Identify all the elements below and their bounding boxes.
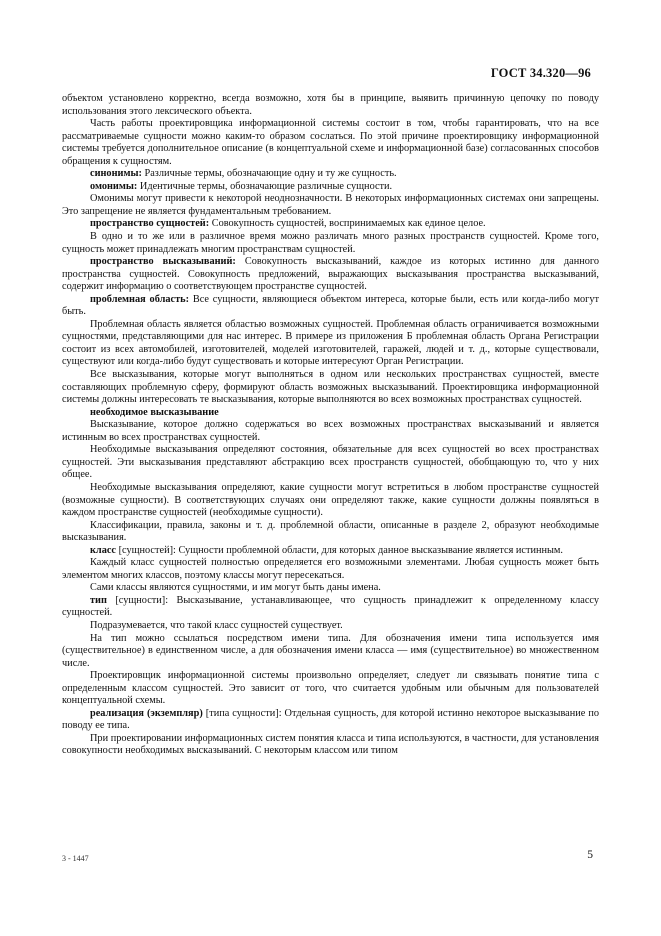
text-paragraph (62, 319, 599, 369)
paragraph-text: Часть работы проектировщика информационной системы состоит в том, чтобы гарантировать, что на все рассматриваемые сущности можно каким-то образом сослаться. По этой причине проектировщику информационной системы требуется дополнительное описание (в концептуальной схеме и информационной базе) согласованных способов обращения к сущностям. (62, 118, 599, 167)
definition-paragraph (62, 168, 599, 181)
definition-paragraph (62, 218, 599, 231)
definition-paragraph (62, 708, 599, 733)
text-paragraph (62, 520, 599, 545)
paragraph-text: [сущностей]: Сущности проблемной области, для которых данное высказывание является истинным. (116, 544, 564, 556)
paragraph-text: Каждый класс сущностей полностью определяется его возможными элементами. Любая сущность может быть элементом многих классов, поэтому классы могут пересекаться. (62, 557, 599, 581)
definition-paragraph (62, 595, 599, 620)
paragraph-text: На тип можно ссылаться посредством имени типа. Для обозначения имени типа используется имя (существительное) в единственном числе, а для обозначения имени класса — имя (существительное) во множественном числе. (62, 632, 599, 669)
text-paragraph (62, 557, 599, 582)
term: синонимы: (90, 168, 142, 180)
paragraph-text: Классификации, правила, законы и т. д. проблемной области, описанные в разделе 2, образуют необходимые высказывания. (62, 519, 599, 544)
term: тип (90, 594, 107, 606)
term: проблемная область: (90, 293, 190, 305)
paragraph-text: Проблемная область является областью возможных сущностей. Проблемная область ограничивается возможными сущностями, представляющими для нас интерес. В примере из приложения Б проблемная область Органа Регистрации состоит из всех автомобилей, изготовителей, моделей изготовителей, гаражей, людей и т. д., которые существовали, существуют или когда-либо будут существовать и которые интересуют Орган Регистрации. (62, 318, 599, 368)
paragraph-text: Подразумевается, что такой класс сущностей существует. (90, 619, 343, 631)
text-paragraph (62, 369, 599, 407)
text-paragraph (62, 582, 599, 595)
paragraph-text: В одно и то же или в различное время можно различать много разных пространств сущностей. Кроме того, сущность может принадлежать многим пространствам сущностей. (62, 231, 599, 255)
term: реализация (экземпляр) (90, 707, 203, 719)
term: омонимы: (90, 180, 138, 192)
paragraph-text: Высказывание, которое должно содержаться во всех возможных пространствах высказываний и является истинным во всех пространствах сущностей. (62, 419, 599, 443)
paragraph-text: Различные термы, обозначающие одну и ту же сущность. (141, 168, 397, 180)
paragraph-text: Необходимые высказывания определяют, какие сущности могут встретиться в любом пространстве сущностей (возможные сущности). В соответствующих случаях они определяют также, какие сущности должны появляться в каждом пространстве сущностей (необходимые сущности). (62, 481, 599, 519)
paragraph-text: [типа сущности]: Отдельная сущность, для которой истинно некоторое высказывание по поводу ее типа. (62, 707, 599, 732)
text-paragraph (62, 670, 599, 708)
definition-paragraph (62, 545, 599, 558)
definition-paragraph (62, 181, 599, 194)
definition-paragraph (62, 407, 599, 420)
text-paragraph (62, 733, 599, 758)
paragraph-text: [сущности]: Высказывание, устанавливающее, что сущность принадлежит к определенному классу сущностей. (62, 594, 599, 619)
text-paragraph (62, 633, 599, 671)
paragraph-text: Все сущности, являющиеся объектом интереса, которые были, есть или когда-либо могут быть. (62, 293, 599, 318)
text-paragraph (62, 419, 599, 444)
paragraph-text: Совокупность сущностей, воспринимаемых как единое целое. (209, 218, 486, 230)
definition-paragraph (62, 256, 599, 294)
definition-paragraph (62, 294, 599, 319)
standard-code-header: ГОСТ 34.320—96 (490, 66, 591, 80)
paragraph-text: объектом установлено корректно, всегда возможно, хотя бы в принципе, выявить причинную цепочку по поводу использования этого лексического объекта. (62, 93, 599, 117)
paragraph-text: Совокупность высказываний, каждое из которых истинно для данного пространства сущностей. Совокупность предложений, выражающих высказывания пространства высказываний, содержит информацию о соответствующем пространстве сущностей. (62, 256, 599, 293)
term: пространство высказываний: (90, 256, 236, 268)
text-paragraph (62, 482, 599, 520)
text-paragraph (62, 93, 599, 118)
text-paragraph (62, 620, 599, 633)
paragraph-text: При проектировании информационных систем понятия класса и типа используются, в частности, для установления совокупности необходимых высказываний. С некоторым классом или типом (62, 732, 599, 757)
page-number: 5 (587, 849, 593, 861)
paragraph-text: Необходимые высказывания определяют состояния, обязательные для всех сущностей во всех пространствах сущностей. Эти высказывания представляют абстракцию всех пространств сущностей, обобщающую то, что у них общее. (62, 444, 599, 481)
paragraph-text: Омонимы могут привести к некоторой неоднозначности. В некоторых информационных системах они запрещены. Это запрещение не является фундаментальным требованием. (62, 193, 599, 217)
text-paragraph (62, 231, 599, 256)
text-paragraph (62, 444, 599, 482)
text-paragraph (62, 118, 599, 168)
paragraph-text: Проектировщик информационной системы произвольно определяет, следует ли связывать понятие типа с определенным классом сущностей. Это зависит от того, что считается удобным или обычным для пользователей концептуальной схемы. (62, 670, 599, 707)
body-text (62, 93, 599, 758)
paragraph-text: Идентичные термы, обозначающие различные сущности. (137, 180, 393, 192)
text-paragraph (62, 193, 599, 218)
paragraph-text: Сами классы являются сущностями, и им могут быть даны имена. (90, 582, 381, 594)
print-code: 3 - 1447 (62, 854, 89, 863)
term: класс (90, 544, 116, 556)
term: необходимое высказывание (90, 406, 219, 418)
term: пространство сущностей: (90, 218, 210, 230)
paragraph-text: Все высказывания, которые могут выполняться в одном или нескольких пространствах сущностей, вместе составляющих проблемную сферу, формируют область возможных высказываний. Проектировщика информационной системы должны интересовать те высказывания, которые выполняются во всех возможных пространствах сущностей. (62, 369, 599, 406)
